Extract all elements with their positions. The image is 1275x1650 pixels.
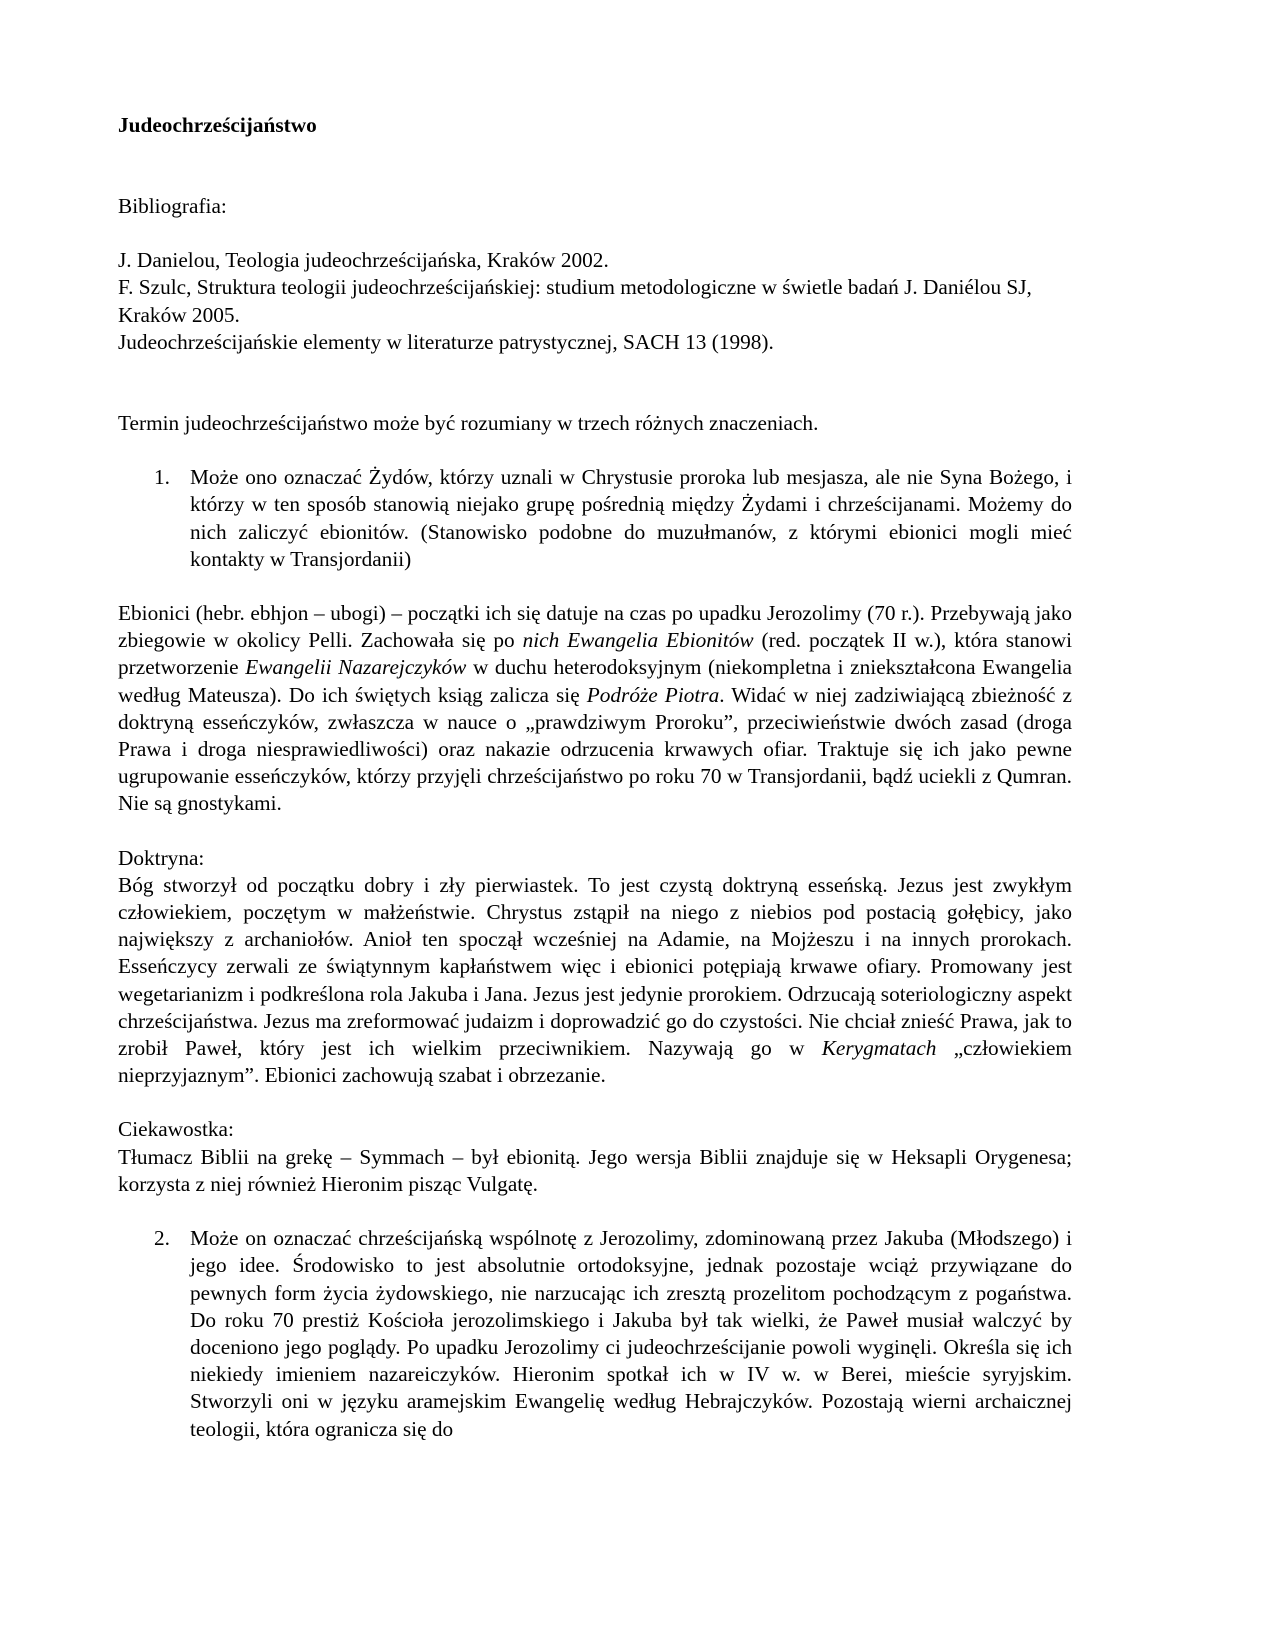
list-text: Może ono oznaczać Żydów, którzy uznali w Chrystusie proroka lub mesjasza, ale nie Syna Bożego, i którzy w ten sposób stanowią niejako grupę pośrednią między Żydami i chrześcijanami. Możemy do nich zaliczyć ebionitów. (Stanowisko podobne do muzułmanów, z którymi ebionici mogli mieć kontakty w Transjordanii) [190, 465, 1072, 571]
list-number: 1. [154, 465, 170, 490]
text-run: (red. początek II w.), która stanowi przetworzenie [118, 628, 1072, 680]
spacer [118, 139, 1072, 193]
text-run: . Widać w niej zadziwiającą zbieżność z doktryną esseńczyków, zwłaszcza w nauce o „prawdziwym Proroku”, przeciwieństwie dwóch zasad (droga Prawa i droga niesprawiedliwości) oraz nakazie odrzucenia krwawych ofiar. Traktuje się ich jako pewne ugrupowanie esseńczyków, którzy przyjęli chrześcijaństwo po roku 70 w Transjordanii, bądź uciekli z Qumran. Nie są gnostykami. [118, 682, 1072, 816]
bibliography-heading: Bibliografia: [118, 194, 227, 218]
bibliography-entry: J. Danielou, Teologia judeochrześcijańska, Kraków 2002. [118, 248, 609, 273]
numbered-list-item-2 [154, 1225, 1072, 1443]
list-text: Może on oznaczać chrześcijańską wspólnotę z Jerozolimy, zdominowaną przez Jakuba (Młodszego) i jego idee. Środowisko to jest absolutnie ortodoksyjne, jednak pozostaje wciąż przywiązane do pewnych form życia żydowskiego, nie narzucając ich zresztą prozelitom pochodzącym z pogaństwa. Do roku 70 prestiż Kościoła jerozolimskiego i Jakuba był tak wielki, że Paweł musiał walczyć by doceniono jego poglądy. Po upadku Jerozolimy ci judeochrześcijanie powoli wyginęli. Określa się ich niekiedy imieniem nazareiczyków. Hieronim spotkał ich w IV w. w Berei, mieście syryjskim. Stworzyli oni w języku aramejskim Ewangelię według Hebrajczyków. Pozostają wierni archaicznej teologii, która ogranicza się do [190, 1226, 1072, 1441]
spacer [118, 220, 1072, 247]
document-title: Judeochrześcijaństwo [118, 113, 317, 137]
bibliography-entry: F. Szulc, Struktura teologii judeochrześcijańskiej: studium metodologiczne w świetle badań J. Daniélou SJ, Kraków 2005. [118, 275, 1032, 327]
spacer [118, 1198, 1072, 1225]
doktryna-heading: Doktryna: [118, 845, 205, 870]
italic-title: Podróże Piotra [586, 682, 720, 707]
italic-title: nich Ewangelia Ebionitów [522, 628, 754, 653]
text-run: Ebionici (hebr. ebhjon – ubogi) – początki ich się datuje na czas po upadku Jerozolimy (70 r.). Przebywają jako zbiegowie w okolicy Pelli. Zachowała się po [118, 601, 1072, 653]
list-number: 2. [154, 1226, 170, 1251]
intro-paragraph: Termin judeochrześcijaństwo może być rozumiany w trzech różnych znaczeniach. [118, 411, 819, 436]
spacer [118, 1089, 1072, 1116]
ciekawostka-heading: Ciekawostka: [118, 1117, 234, 1142]
spacer [118, 573, 1072, 600]
numbered-list-item-1 [154, 464, 1072, 573]
bibliography-list [118, 247, 1072, 356]
spacer [118, 356, 1072, 410]
bibliography-entry: Judeochrześcijańskie elementy w literaturze patrystycznej, SACH 13 (1998). [118, 329, 774, 354]
ebionici-paragraph [118, 600, 1072, 818]
text-run: „człowiekiem nieprzyjaznym”. Ebionici zachowują szabat i obrzezanie. [118, 1036, 1072, 1088]
document-page [118, 112, 1072, 1443]
ciekawostka-paragraph: Tłumacz Biblii na grekę – Symmach – był ebionitą. Jego wersja Biblii znajduje się w Heksapli Orygenesa; korzysta z niej również Hieronim pisząc Vulgatę. [118, 1144, 1072, 1196]
spacer [118, 437, 1072, 464]
italic-title: Kerygmatach [821, 1036, 937, 1061]
text-run: w duchu heterodoksyjnym (niekompletna i zniekształcona Ewangelia według Mateusza). Do ich świętych ksiąg zalicza się [118, 655, 1073, 707]
text-run: Bóg stworzył od początku dobry i zły pierwiastek. To jest czystą doktryną esseńską. Jezus jest zwykłym człowiekiem, poczętym w małżeństwie. Chrystus zstąpił na niego z niebios pod postacią gołębicy, jako największy z archaniołów. Anioł ten spoczął wcześniej na Adamie, na Mojżeszu i na innych prorokach. Esseńczycy zerwali ze świątynnym kapłaństwem więc i ebionici potępiają krwawe ofiary. Promowany jest wegetarianizm i podkreślona rola Jakuba i Jana. Jezus jest jedynie prorokiem. Odrzucają soteriologiczny aspekt chrześcijaństwa. Jezus ma zreformować judaizm i doprowadzić go do czystości. Nie chciał znieść Prawa, jak to zrobił Paweł, który jest ich wielkim przeciwnikiem. Nazywają go w [118, 872, 1072, 1061]
spacer [118, 818, 1072, 845]
doktryna-paragraph [118, 872, 1072, 1090]
italic-title: Ewangelii Nazarejczyków [245, 655, 467, 680]
